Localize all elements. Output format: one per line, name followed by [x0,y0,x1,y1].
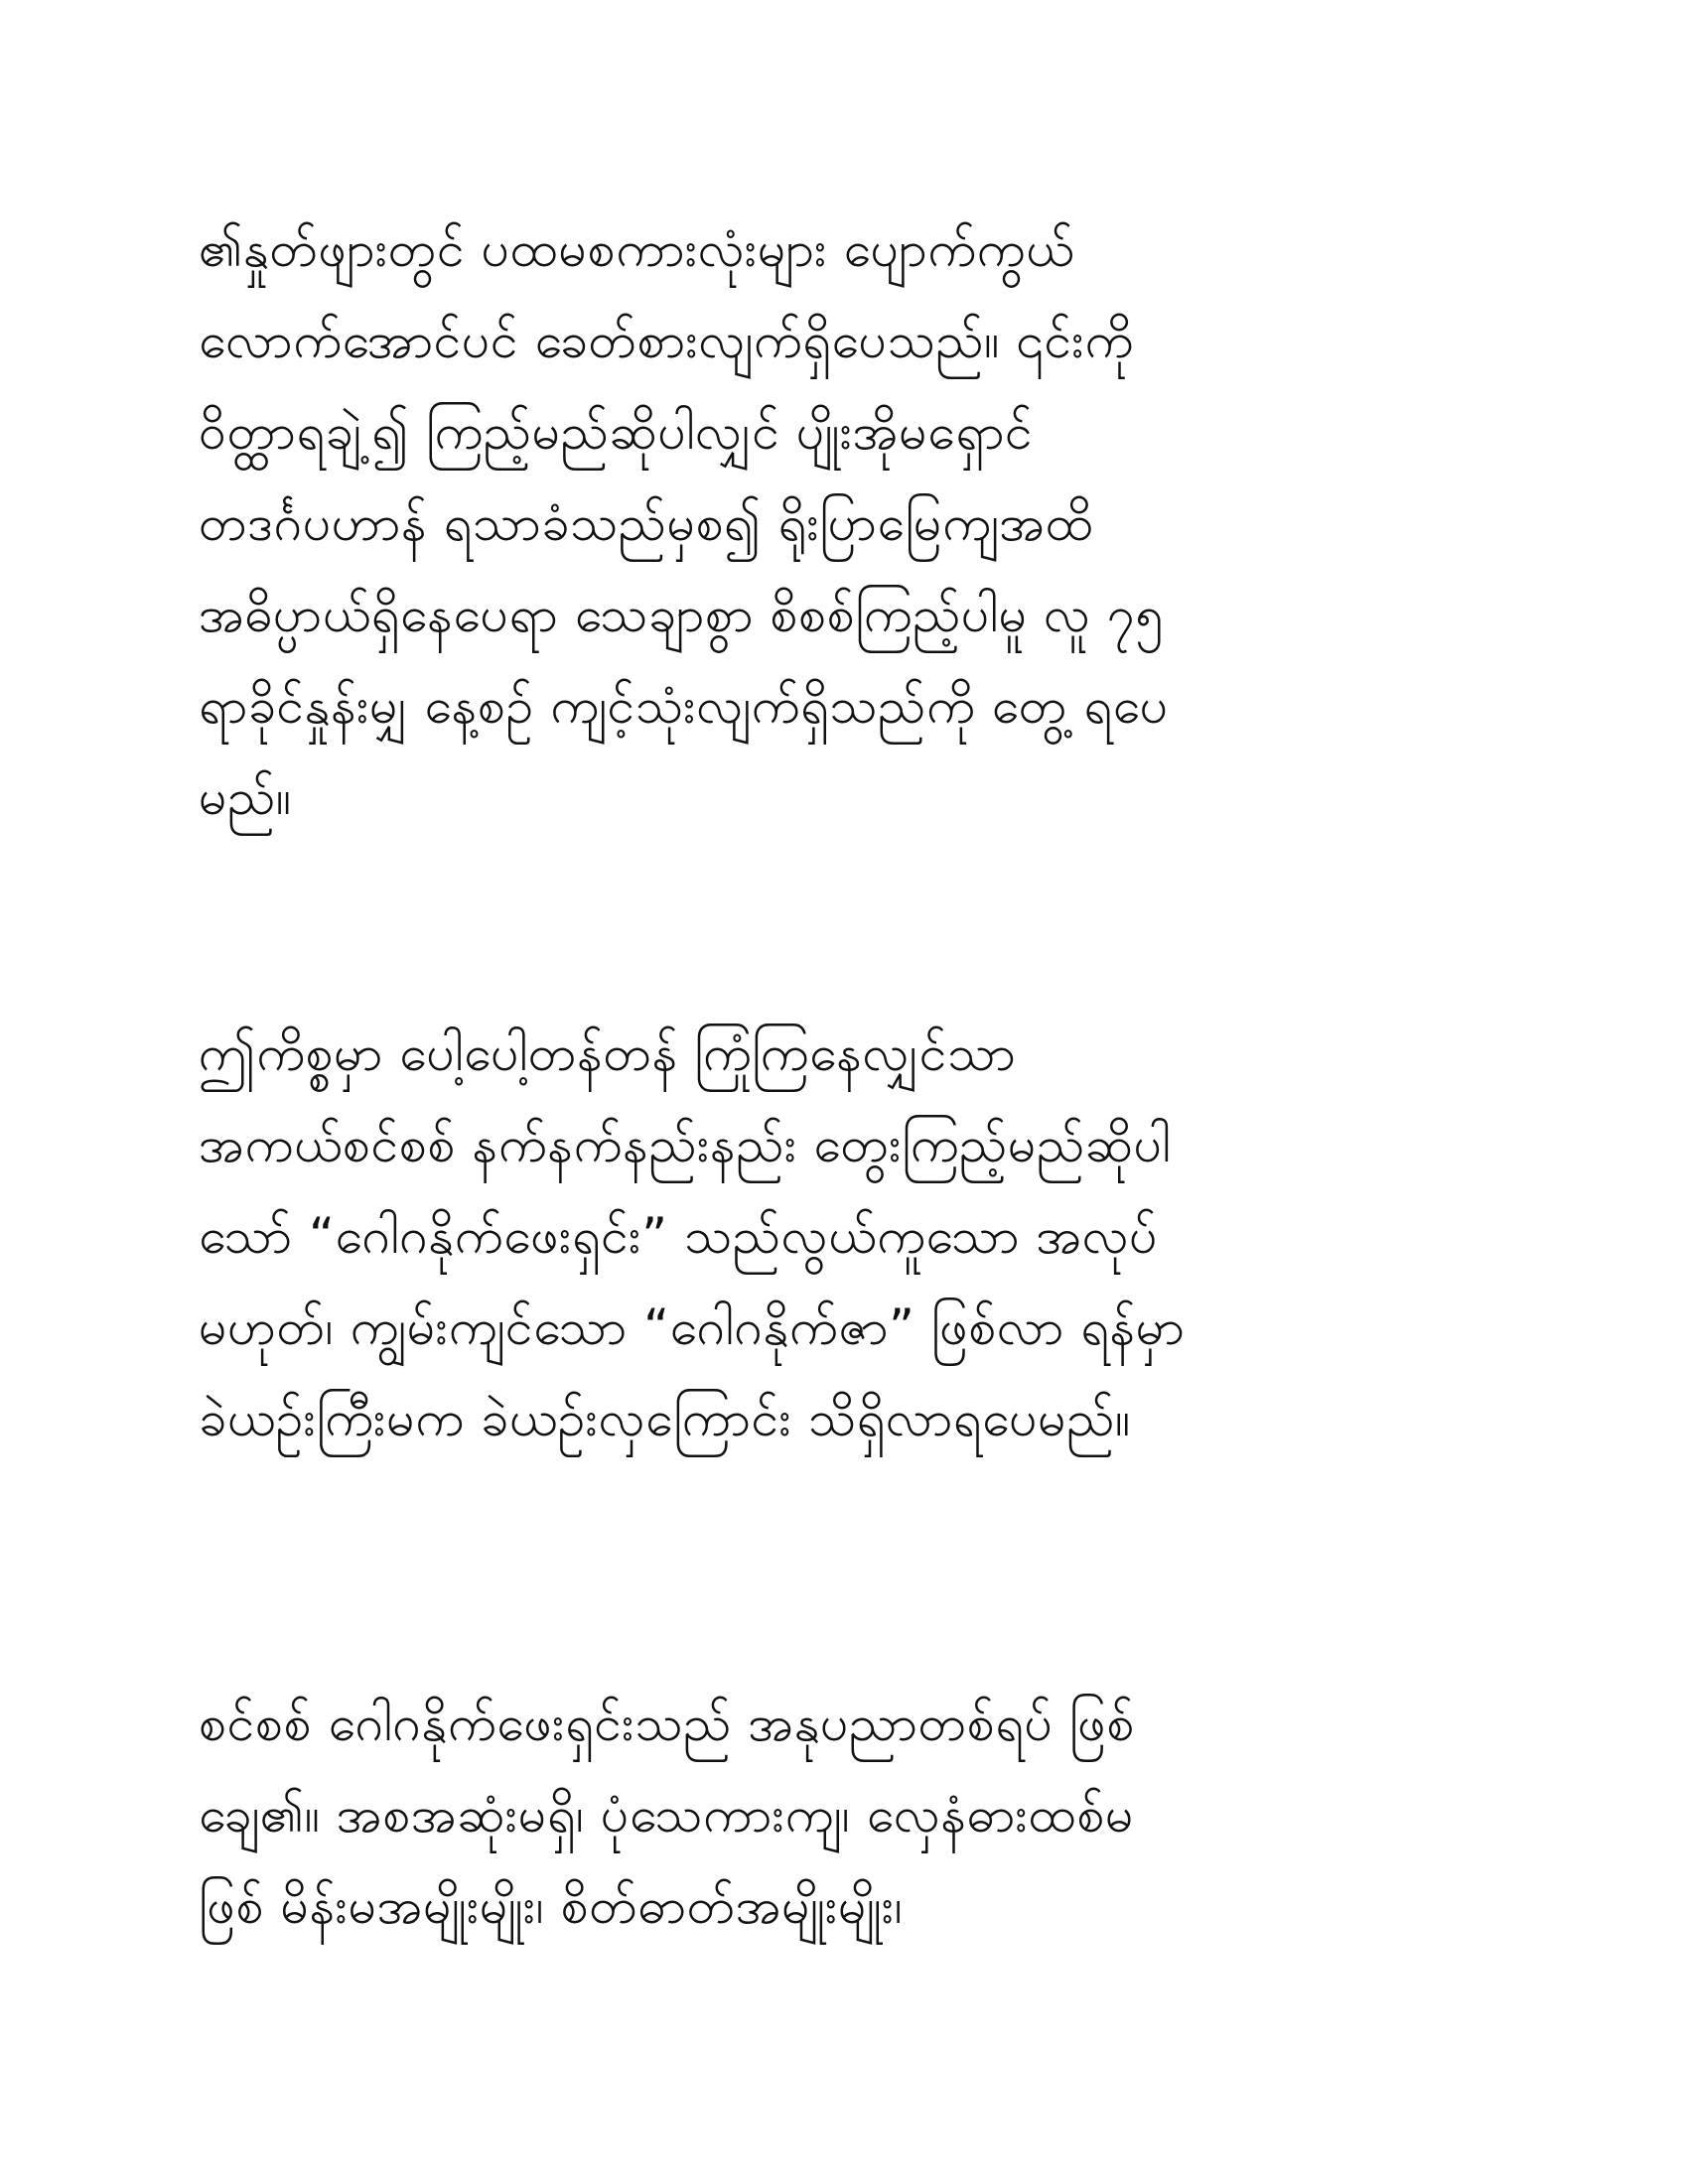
paragraph-2 [199,1008,1489,1464]
text-line: ၏နှုတ်ဖျားတွင် ပထမစကားလုံးများ ပျောက်ကွယ် [199,220,1075,278]
text-line: ချေ၏။ အစအဆုံးမရှိ၊ ပုံသေကားကျ၊ လှေနံဓားထစ်မ [199,1786,1135,1843]
text-line: ဤကိစ္စမှာ ပေါ့ပေါ့တန်တန် ကြုံကြနေလျှင်သာ [199,1024,1017,1082]
text-line: ခဲယဉ်းကြီးမက ခဲယဉ်းလှကြောင်း သိရှိလာရပေမည်။ [199,1390,1131,1447]
text-line: မည်။ [199,768,292,826]
text-line: ဝိတ္ထာရချဲ့၍ ကြည့်မည်ဆိုပါလျှင် ပျိုးအိုမရှောင် [199,403,1034,461]
text-line: သော် “ဂေါဂနိုက်ဖေးရှင်း” သည်လွယ်ကူသော အလုပ် [199,1207,1159,1265]
text-line: တဒင်္ဂပဟာန် ရသာခံသည်မှစ၍ ရိုးပြာမြေကျအထိ [199,494,1094,552]
text-line: မဟုတ်၊ ကျွမ်းကျင်သော “ဂေါဂနိုက်ဇာ” ဖြစ်လာ ရန်မှာ [199,1298,1186,1356]
text-line: ရာခိုင်နှုန်းမျှ နေ့စဉ် ကျင့်သုံးလျက်ရှိသည်ကို တွေ့ ရပေ [199,677,1169,735]
text-line: လောက်အောင်ပင် ခေတ်စားလျက်ရှိပေသည်။ ၎င်းကို [199,312,1134,369]
paragraph-3 [199,1678,1489,1952]
text-line: ဖြစ် မိန်းမအမျိုးမျိုး၊ စိတ်ဓာတ်အမျိုးမျိုး၊ [199,1877,904,1935]
text-line: အကယ်စင်စစ် နက်နက်နည်းနည်း တွေးကြည့်မည်ဆိုပါ [199,1116,1172,1173]
text-line: စင်စစ် ဂေါဂနိုက်ဖေးရှင်းသည် အနုပညာတစ်ရပ် ဖြစ် [199,1695,1135,1752]
paragraph-1 [199,204,1489,843]
text-line: အဓိပ္ပာယ်ရှိနေပေရာ သေချာစွာ စိစစ်ကြည့်ပါမူ လူ ၇၅ [199,586,1165,643]
